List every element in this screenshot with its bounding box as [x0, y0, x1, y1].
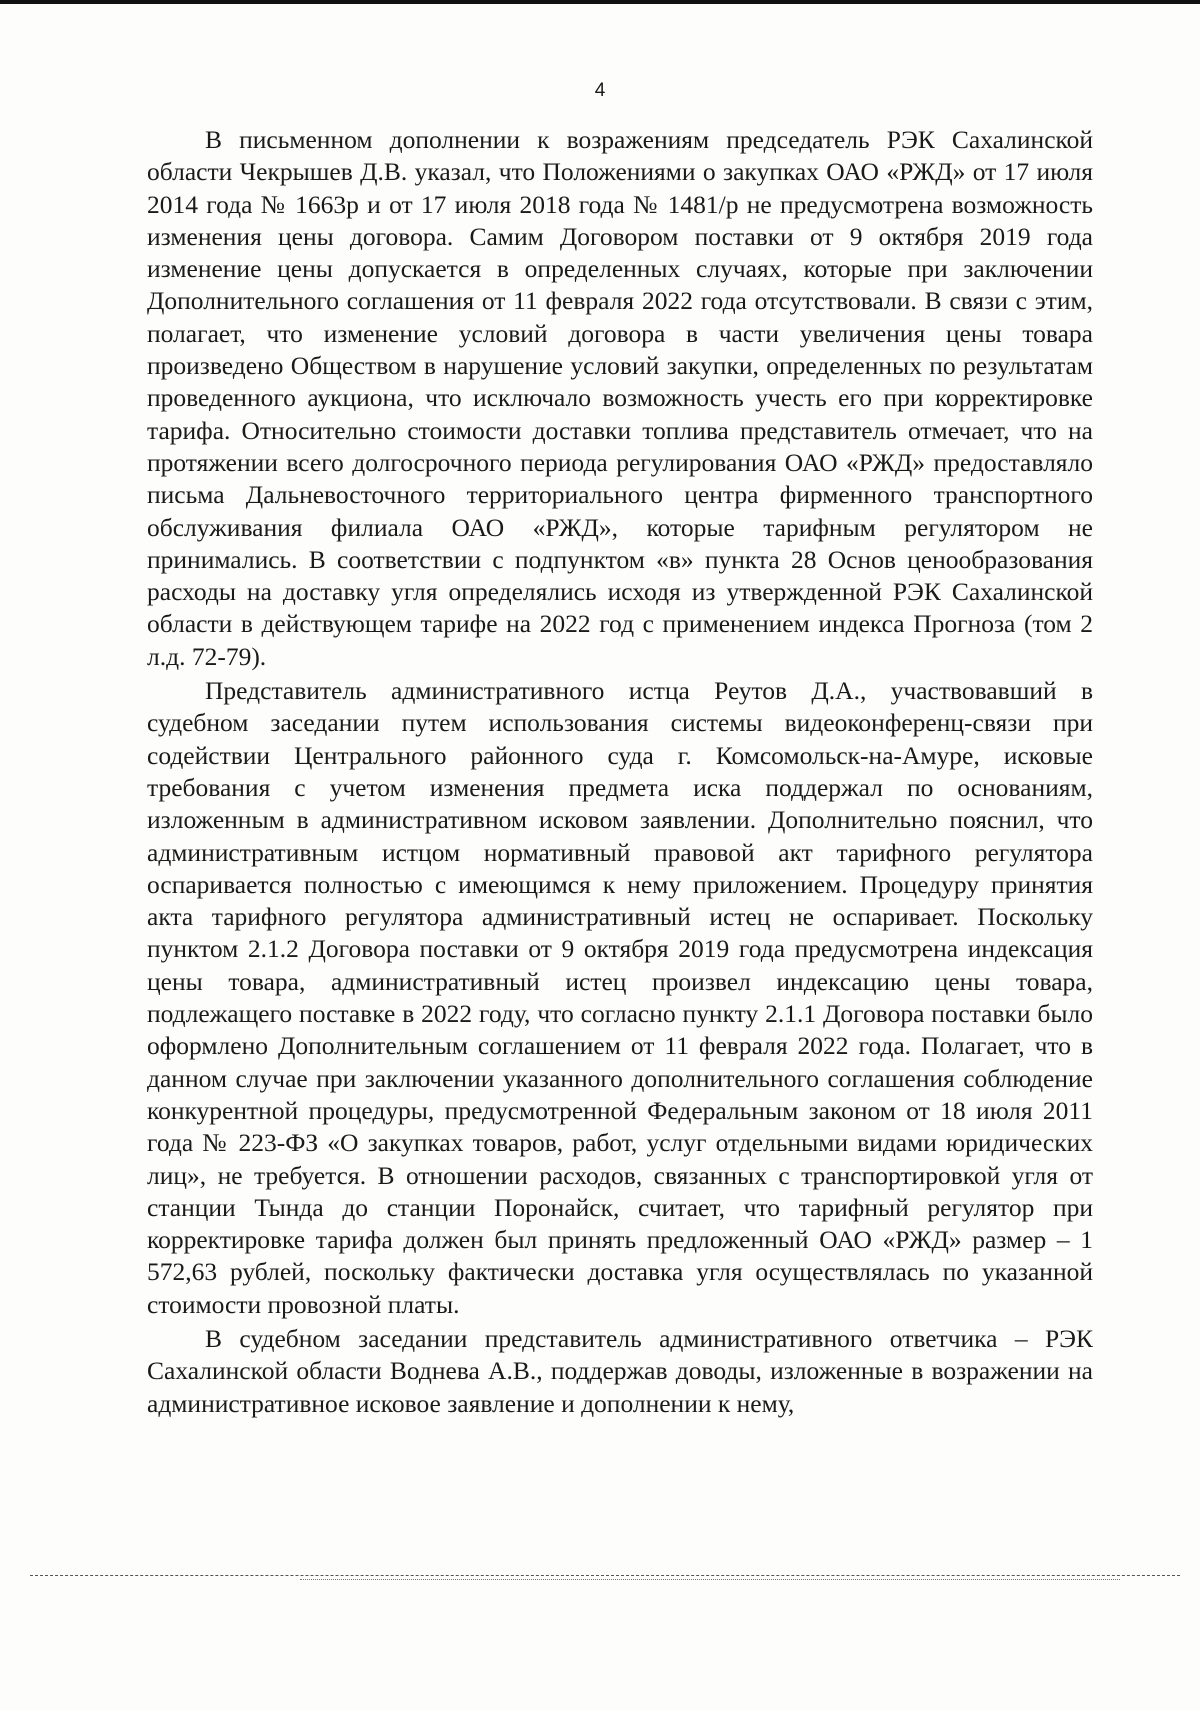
paragraph-respondent-representative: В судебном заседании представитель административного ответчика – РЭК Сахалинской области Воднева А.В., поддержав доводы, изложенные в возражении на административное исковое заявление и дополнении к нему,: [147, 1323, 1093, 1418]
scan-footer-line-secondary: [300, 1579, 1120, 1580]
document-body: [147, 124, 1093, 1420]
paragraph-objection-addendum: В письменном дополнении к возражениям председатель РЭК Сахалинской области Чекрышев Д.В. указал, что Положениями о закупках ОАО «РЖД» от 17 июля 2014 года № 1663р и от 17 июля 2018 года № 1481/р не предусмотрена возможность изменения цены договора. Самим Договором поставки от 9 октября 2019 года изменение цены допускается в определенных случаях, которые при заключении Дополнительного соглашения от 11 февраля 2022 года отсутствовали. В связи с этим, полагает, что изменение условий договора в части увеличения цены товара произведено Обществом в нарушение условий закупки, определенных по результатам проведенного аукциона, что исключало возможность учесть его при корректировке тарифа. Относительно стоимости доставки топлива представитель отмечает, что на протяжении всего долгосрочного периода регулирования ОАО «РЖД» предоставляло письма Дальневосточного территориального центра фирменного транспортного обслуживания филиала ОАО «РЖД», которые тарифным регулятором не принимались. В соответствии с подпунктом «в» пункта 28 Основ ценообразования расходы на доставку угля определялись исходя из утвержденной РЭК Сахалинской области в действующем тарифе на 2022 год с применением индекса Прогноза (том 2 л.д. 72-79).: [147, 125, 1093, 671]
top-edge-line: [0, 0, 1200, 4]
scan-footer-line: [30, 1575, 1180, 1576]
paragraph-plaintiff-representative: Представитель административного истца Реутов Д.А., участвовавший в судебном заседании путем использования системы видеоконференц-связи при содействии Центрального районного суда г. Комсомольск-на-Амуре, исковые требования с учетом изменения предмета иска поддержал по основаниям, изложенным в административном исковом заявлении. Дополнительно пояснил, что административным истцом нормативный правовой акт тарифного регулятора оспаривается полностью с имеющимся к нему приложением. Процедуру принятия акта тарифного регулятора административный истец не оспаривает. Поскольку пунктом 2.1.2 Договора поставки от 9 октября 2019 года предусмотрена индексация цены товара, административный истец произвел индексацию цены товара, подлежащего поставке в 2022 году, что согласно пункту 2.1.1 Договора поставки было оформлено Дополнительным соглашением от 11 февраля 2022 года. Полагает, что в данном случае при заключении указанного дополнительного соглашения соблюдение конкурентной процедуры, предусмотренной Федеральным законом от 18 июля 2011 года № 223-ФЗ «О закупках товаров, работ, услуг отдельными видами юридических лиц», не требуется. В отношении расходов, связанных с транспортировкой угля от станции Тында до станции Поронайск, считает, что тарифный регулятор при корректировке тарифа должен был принять предложенный ОАО «РЖД» размер – 1 572,63 рублей, поскольку фактически доставка угля осуществлялась по указанной стоимости провозной платы.: [147, 676, 1093, 1319]
page-number: 4: [594, 80, 606, 101]
